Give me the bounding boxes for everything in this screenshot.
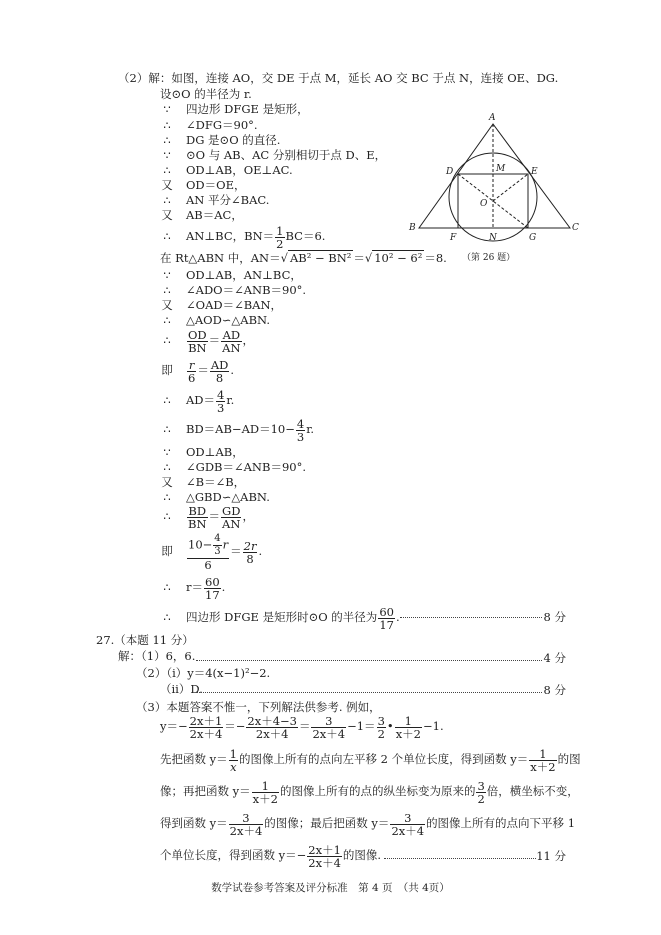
label-c: C — [572, 223, 579, 233]
q27-paragraph-2: 像；再把函数 y＝ $\frac{1}{x+2}$ 的图像上所有的点的纵坐标变为原来的 $\frac{3}{2}$ 倍，横坐标不变， — [160, 778, 579, 806]
label-d: D — [446, 167, 454, 177]
q27-answer-3-intro: （3）本题答案不惟一，下列解法供参考. 例如， — [136, 700, 381, 714]
score-8b: 8 分 — [543, 683, 566, 697]
geometry-figure — [400, 110, 585, 270]
score-11: 11 分 — [536, 849, 566, 863]
label-f: F — [450, 233, 457, 243]
q27-paragraph-1: 先把函数 y＝ $\frac{1}{x}$ 的图像上所有的点向左平移 2 个单位长度，得到函数 y＝ $\frac{1}{x+2}$ 的图 — [160, 746, 581, 774]
q27-equation: y＝− $\frac{2x+1}{2x+4}$ ＝− $\frac{2x+4-3}{2x+4}$ ＝ $\frac{3}{2x+4}$ −1＝ $\frac{3}{2}$ • $\frac{1}{x+2}$ −1. — [160, 713, 444, 741]
label-n: N — [489, 233, 497, 243]
dot-leader — [384, 858, 536, 859]
label-a: A — [489, 113, 496, 123]
pythagoras-line: 在 Rt△ABN 中，AN＝√ AB² − BN² ＝√ 10² − 6² ＝8. — [160, 251, 447, 265]
q27-title: 27.（本题 11 分） — [96, 633, 194, 647]
line-oe — [493, 174, 528, 201]
label-o: O — [480, 199, 488, 209]
q27-answer-1: 解：（1）6，6. — [118, 649, 196, 663]
part2-intro: （2）解：如图，连接 AO，交 DE 于点 M，延长 AO 交 BC 于点 N，连接 OE、DG. — [118, 71, 559, 85]
dot-leader — [196, 692, 542, 693]
figure-caption: （第 26 题） — [462, 253, 516, 263]
q27-paragraph-3: 得到函数 y＝ $\frac{3}{2x+4}$ 的图像；最后把函数 y＝ $\frac{3}{2x+4}$ 的图像上所有的点向下平移 1 — [160, 810, 576, 838]
dot-leader — [400, 617, 542, 618]
score-8a: 8 分 — [543, 610, 566, 624]
q27-paragraph-4: 个单位长度，得到函数 y＝− $\frac{2x+1}{2x+4}$ 的图像. — [160, 842, 382, 870]
page-footer: 数学试卷参考答案及评分标准 第 4 页 （共 4页） — [211, 882, 450, 894]
label-b: B — [409, 223, 416, 233]
label-g: G — [529, 233, 537, 243]
label-m: M — [496, 164, 506, 174]
triangle-abc — [419, 124, 570, 228]
label-e: E — [531, 167, 538, 177]
dot-leader — [196, 660, 542, 661]
q27-answer-2ii: （ⅱ）D. — [160, 682, 203, 696]
part2-radius-def: 设⊙O 的半径为 r. — [160, 87, 252, 101]
score-4: 4 分 — [543, 651, 566, 665]
q27-answer-2i: （2）（ⅰ）y＝4(x−1)²−2. — [136, 666, 271, 680]
